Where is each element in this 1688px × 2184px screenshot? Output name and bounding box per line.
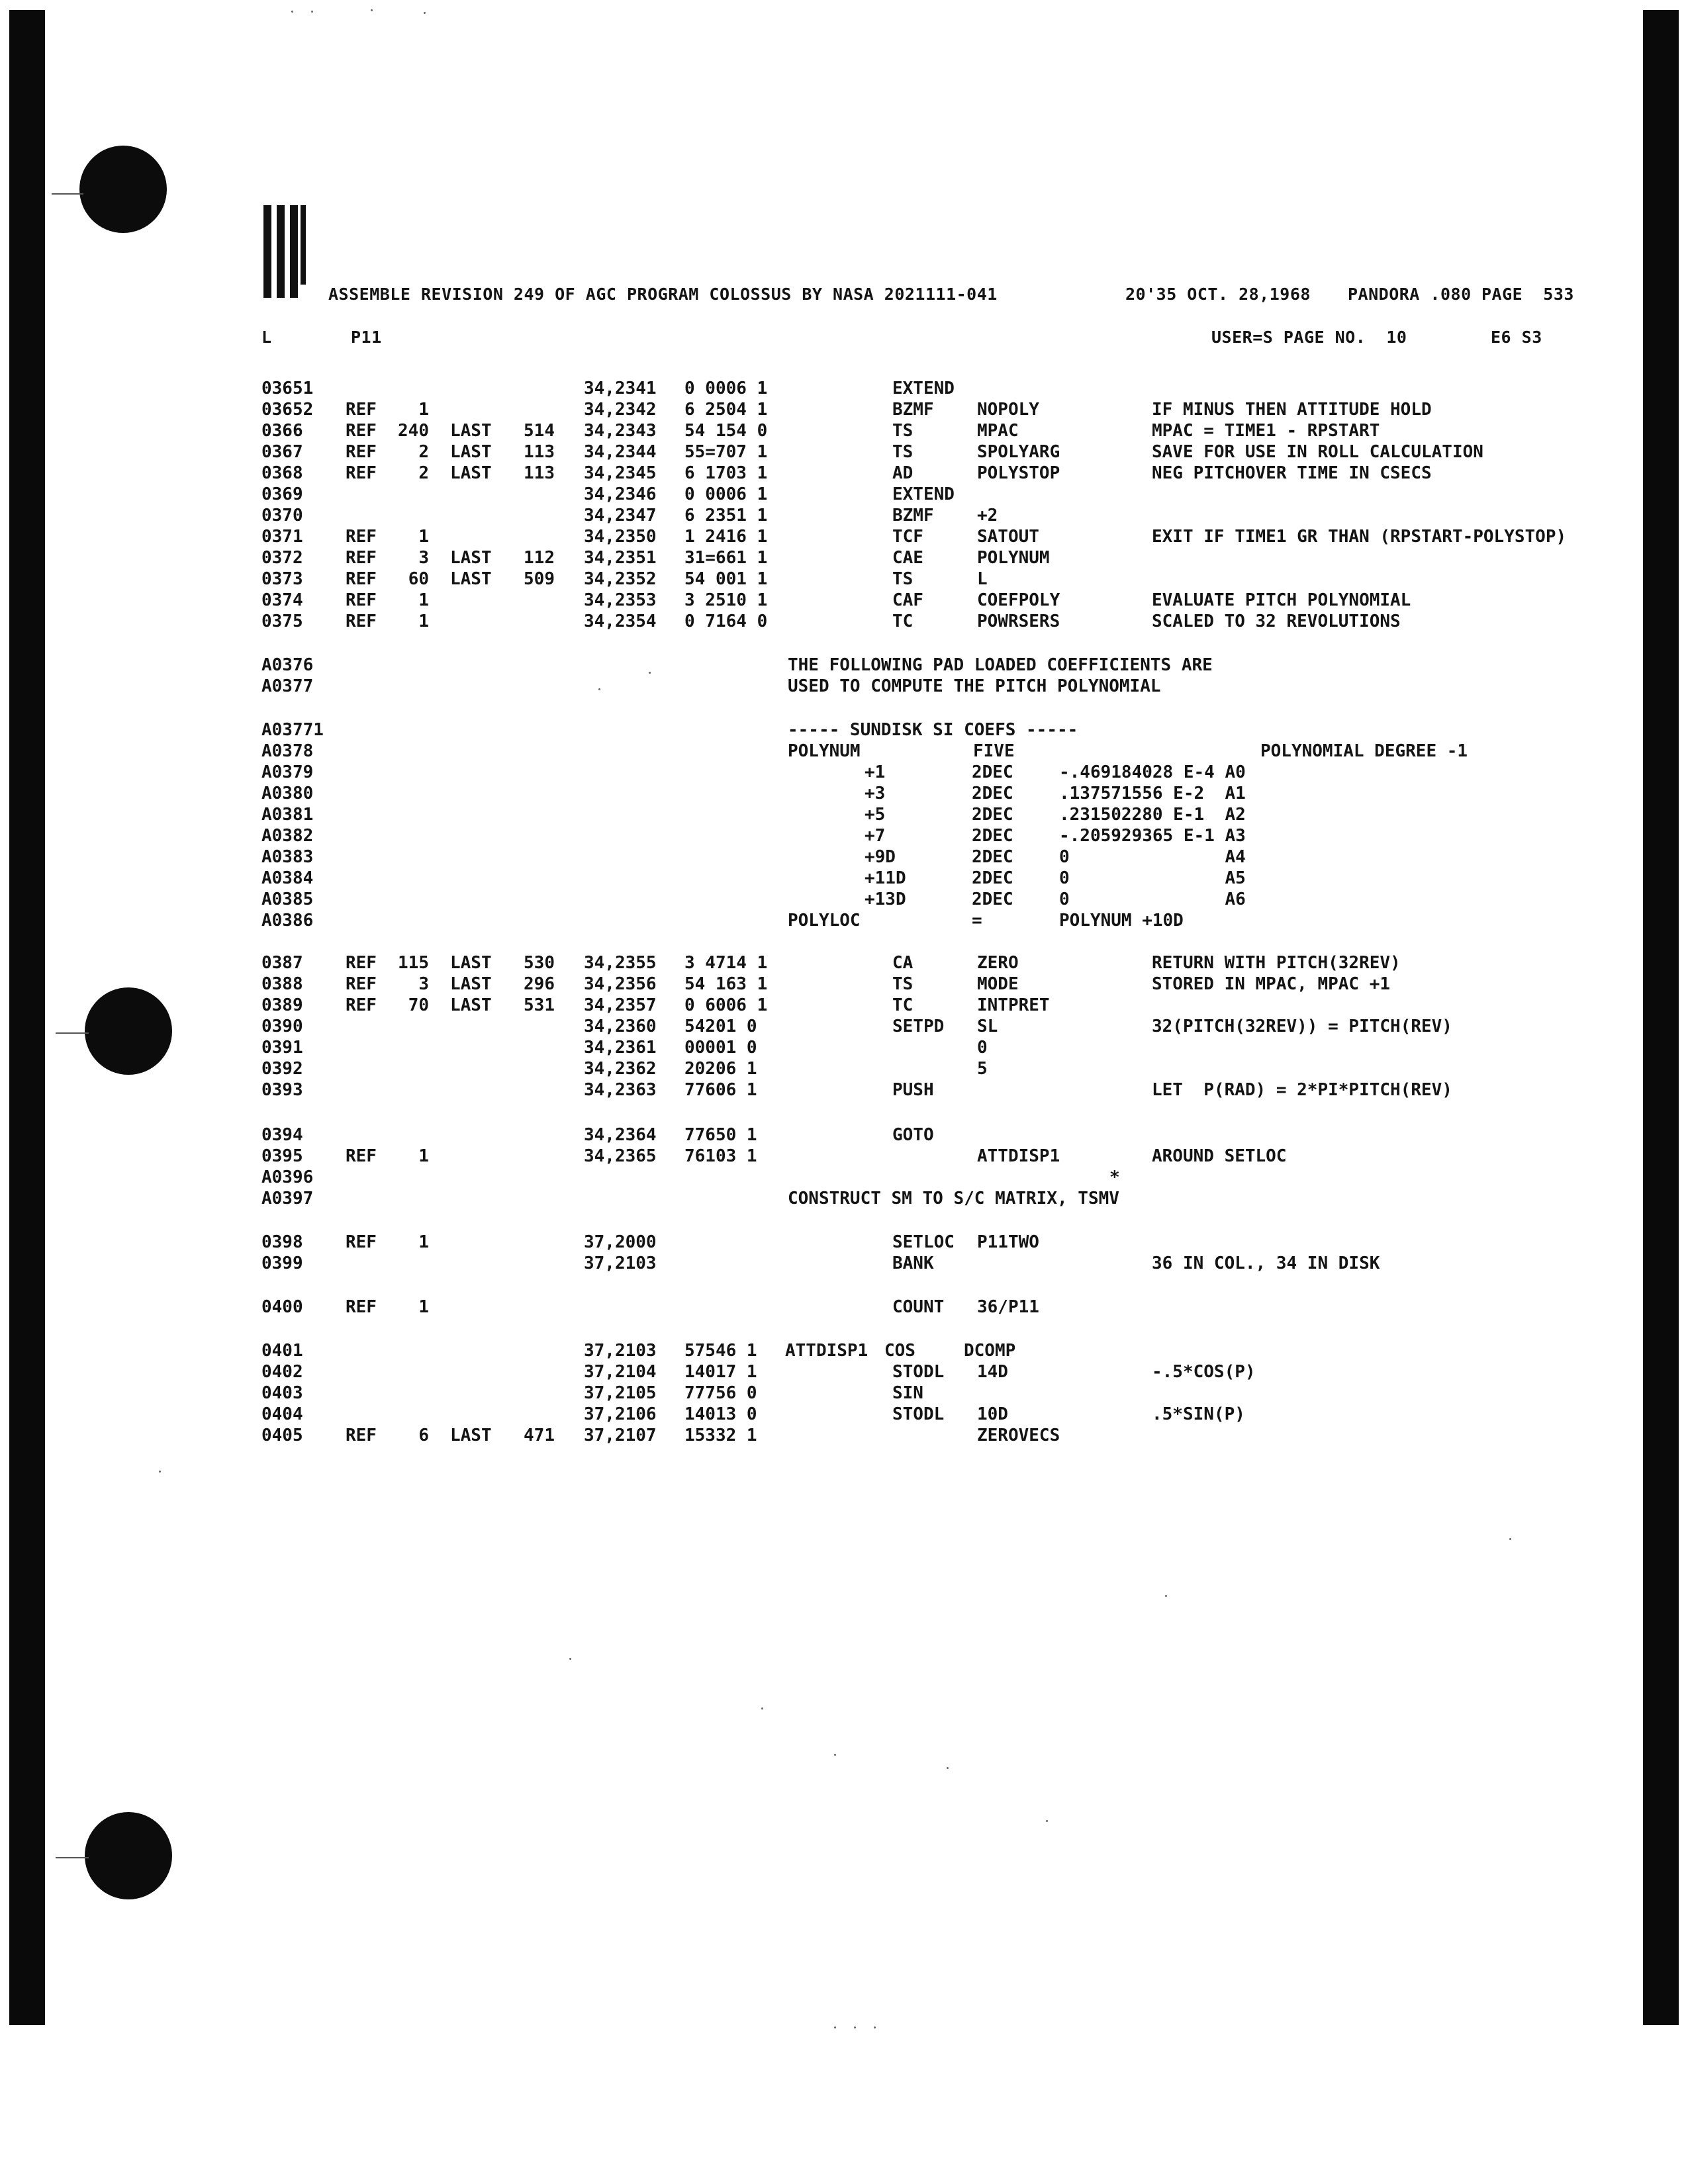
listing-label: ----- SUNDISK SI COEFS ----- (788, 720, 1078, 740)
listing-refn: 2 (418, 463, 429, 483)
punch-hole-top (79, 146, 167, 233)
listing-ref: REF (346, 1297, 377, 1317)
listing-ref: REF (346, 463, 377, 483)
listing-ref: REF (346, 569, 377, 589)
listing-operand: POLYNUM (977, 548, 1050, 568)
listing-addr: 34,2341 (584, 379, 657, 398)
listing-refn: 1 (418, 1146, 429, 1166)
listing-operand: ZEROVECS (977, 1426, 1060, 1445)
listing-num: 0400 (261, 1297, 303, 1317)
listing-addr: 37,2103 (584, 1253, 657, 1273)
listing-num: 0369 (261, 484, 303, 504)
listing-operand: SATOUT (977, 527, 1039, 547)
listing-refn: 3 (418, 548, 429, 568)
listing-operand: +2 (977, 506, 998, 525)
listing-addr: 34,2346 (584, 484, 657, 504)
listing-ref: REF (346, 995, 377, 1015)
listing-code: 31=661 1 (684, 548, 768, 568)
listing-comment: 0 A6 (1059, 889, 1246, 909)
listing-num: 0398 (261, 1232, 303, 1252)
listing-operand: 2DEC (972, 784, 1013, 803)
listing-comment: 32(PITCH(32REV)) = PITCH(REV) (1152, 1017, 1452, 1036)
listing-num: 0368 (261, 463, 303, 483)
listing-num: A0378 (261, 741, 314, 761)
listing-addr: 34,2351 (584, 548, 657, 568)
listing-operand: 2DEC (972, 868, 1013, 888)
listing-num: 03651 (261, 379, 314, 398)
listing-comment: * (1109, 1167, 1120, 1187)
listing-code: 3 4714 1 (684, 953, 768, 973)
listing-addr: 34,2356 (584, 974, 657, 994)
listing-op: EXTEND (892, 484, 955, 504)
listing-num: A0376 (261, 655, 314, 675)
listing-operand: FIVE (973, 741, 1015, 761)
listing-num: 0388 (261, 974, 303, 994)
listing-code: 14017 1 (684, 1362, 757, 1382)
listing-comment: .5*SIN(P) (1152, 1404, 1245, 1424)
listing-comment: RETURN WITH PITCH(32REV) (1152, 953, 1401, 973)
listing-refn: 1 (418, 400, 429, 420)
listing-op: COS (884, 1341, 915, 1361)
listing-addr: 34,2343 (584, 421, 657, 441)
listing-lastn: 296 (524, 974, 555, 994)
listing-comment: MPAC = TIME1 - RPSTART (1152, 421, 1380, 441)
listing-op: BZMF (892, 506, 934, 525)
listing-operand: 2DEC (972, 847, 1013, 867)
listing-lastn: 471 (524, 1426, 555, 1445)
listing-code: 0 0006 1 (684, 484, 768, 504)
listing-num: 0387 (261, 953, 303, 973)
listing-code: 6 2504 1 (684, 400, 768, 420)
listing-operand: POWRSERS (977, 612, 1060, 631)
listing-addr: 37,2103 (584, 1341, 657, 1361)
listing-operand: 0 (977, 1038, 988, 1058)
listing-code: 6 1703 1 (684, 463, 768, 483)
listing-refn: 240 (398, 421, 429, 441)
listing-op: EXTEND (892, 379, 955, 398)
listing-operand: 5 (977, 1059, 988, 1079)
listing-op: SIN (892, 1383, 923, 1403)
listing-num: A0386 (261, 911, 314, 931)
listing-num: 0404 (261, 1404, 303, 1424)
listing-comment: .137571556 E-2 A1 (1059, 784, 1246, 803)
listing-ref: REF (346, 953, 377, 973)
listing-code: 0 6006 1 (684, 995, 768, 1015)
listing-addr: 37,2107 (584, 1426, 657, 1445)
listing-refn: 115 (398, 953, 429, 973)
listing-label: POLYNUM (788, 741, 861, 761)
listing-num: A0396 (261, 1167, 314, 1187)
listing-addr: 37,2104 (584, 1362, 657, 1382)
listing-label: POLYLOC (788, 911, 861, 931)
listing-code: 00001 0 (684, 1038, 757, 1058)
listing-code: 20206 1 (684, 1059, 757, 1079)
listing-comment: -.469184028 E-4 A0 (1059, 762, 1246, 782)
listing-op: BZMF (892, 400, 934, 420)
listing-addr: 34,2361 (584, 1038, 657, 1058)
tape-marker-icon (263, 205, 307, 298)
listing-comment: .231502280 E-1 A2 (1059, 805, 1246, 825)
listing-refn: 1 (418, 527, 429, 547)
scan-edge-left (9, 10, 45, 2025)
listing-addr: 34,2355 (584, 953, 657, 973)
header-pandora: PANDORA .080 (1348, 285, 1472, 304)
listing-refn: 1 (418, 1232, 429, 1252)
listing-operand: COEFPOLY (977, 590, 1060, 610)
listing-code: 0 7164 0 (684, 612, 768, 631)
listing-op: +13D (865, 889, 906, 909)
listing-l-label: L (261, 328, 272, 347)
listing-code: 3 2510 1 (684, 590, 768, 610)
listing-op: +1 (865, 762, 886, 782)
listing-comment: 0 A5 (1059, 868, 1246, 888)
listing-ref: REF (346, 590, 377, 610)
listing-op: BANK (892, 1253, 934, 1273)
listing-addr: 34,2363 (584, 1080, 657, 1100)
listing-op: STODL (892, 1362, 945, 1382)
listing-addr: 34,2354 (584, 612, 657, 631)
listing-ref: REF (346, 1146, 377, 1166)
hole-mark-bottom (56, 1857, 89, 1858)
listing-num: A0397 (261, 1189, 314, 1208)
listing-op: CAE (892, 548, 923, 568)
listing-lastn: 514 (524, 421, 555, 441)
listing-op: GOTO (892, 1125, 934, 1145)
listing-last: LAST (450, 1426, 492, 1445)
listing-num: 0366 (261, 421, 303, 441)
listing-ref: REF (346, 548, 377, 568)
listing-operand: ATTDISP1 (977, 1146, 1060, 1166)
listing-op: +7 (865, 826, 886, 846)
listing-ref: REF (346, 442, 377, 462)
listing-num: A0383 (261, 847, 314, 867)
listing-num: A0380 (261, 784, 314, 803)
listing-lastn: 113 (524, 442, 555, 462)
scan-edge-right (1643, 10, 1679, 2025)
listing-code: 76103 1 (684, 1146, 757, 1166)
listing-comment: -.205929365 E-1 A3 (1059, 826, 1246, 846)
listing-op: SETLOC (892, 1232, 955, 1252)
punch-hole-middle (85, 987, 172, 1075)
hole-mark-top (52, 193, 83, 195)
listing-num: A0384 (261, 868, 314, 888)
listing-code: 0 0006 1 (684, 379, 768, 398)
listing-comment: POLYNOMIAL DEGREE -1 (1260, 741, 1468, 761)
listing-num: 0390 (261, 1017, 303, 1036)
listing-operand: POLYSTOP (977, 463, 1060, 483)
listing-op: COUNT (892, 1297, 945, 1317)
listing-num: 0394 (261, 1125, 303, 1145)
listing-operand: L (977, 569, 988, 589)
listing-addr: 37,2105 (584, 1383, 657, 1403)
listing-operand: NOPOLY (977, 400, 1039, 420)
listing-addr: 37,2106 (584, 1404, 657, 1424)
listing-addr: 37,2000 (584, 1232, 657, 1252)
listing-op: SETPD (892, 1017, 945, 1036)
listing-num: A03771 (261, 720, 324, 740)
listing-last: LAST (450, 421, 492, 441)
listing-refn: 2 (418, 442, 429, 462)
listing-num: 0393 (261, 1080, 303, 1100)
listing-num: A0377 (261, 676, 314, 696)
listing-num: 0401 (261, 1341, 303, 1361)
listing-comment: SAVE FOR USE IN ROLL CALCULATION (1152, 442, 1483, 462)
listing-operand: P11TWO (977, 1232, 1039, 1252)
listing-lastn: 531 (524, 995, 555, 1015)
listing-comment: -.5*COS(P) (1152, 1362, 1256, 1382)
listing-lastn: 112 (524, 548, 555, 568)
listing-num: 0372 (261, 548, 303, 568)
listing-lastn: 509 (524, 569, 555, 589)
listing-op: +3 (865, 784, 886, 803)
listing-refn: 6 (418, 1426, 429, 1445)
listing-operand: MPAC (977, 421, 1019, 441)
listing-num: 03652 (261, 400, 314, 420)
listing-op: TC (892, 995, 914, 1015)
listing-label: ATTDISP1 (785, 1341, 868, 1361)
listing-code: 54201 0 (684, 1017, 757, 1036)
listing-num: 0371 (261, 527, 303, 547)
listing-comment: AROUND SETLOC (1152, 1146, 1287, 1166)
listing-op: TS (892, 421, 914, 441)
listing-num: 0391 (261, 1038, 303, 1058)
user-page-number: USER=S PAGE NO. 10 (1211, 328, 1407, 347)
listing-num: 0367 (261, 442, 303, 462)
listing-code: 77606 1 (684, 1080, 757, 1100)
listing-comment: IF MINUS THEN ATTITUDE HOLD (1152, 400, 1432, 420)
listing-op: +9D (865, 847, 896, 867)
listing-num: 0389 (261, 995, 303, 1015)
listing-code: 55=707 1 (684, 442, 768, 462)
listing-code: 14013 0 (684, 1404, 757, 1424)
listing-num: 0402 (261, 1362, 303, 1382)
listing-num: 0392 (261, 1059, 303, 1079)
listing-label: THE FOLLOWING PAD LOADED COEFFICIENTS ARE (788, 655, 1213, 675)
listing-comment: LET P(RAD) = 2*PI*PITCH(REV) (1152, 1080, 1452, 1100)
listing-addr: 34,2342 (584, 400, 657, 420)
listing-num: 0375 (261, 612, 303, 631)
listing-last: LAST (450, 995, 492, 1015)
listing-code: 1 2416 1 (684, 527, 768, 547)
listing-lastn: 530 (524, 953, 555, 973)
listing-comment: EXIT IF TIME1 GR THAN (RPSTART-POLYSTOP) (1152, 527, 1567, 547)
listing-code: 15332 1 (684, 1426, 757, 1445)
listing-comment: NEG PITCHOVER TIME IN CSECS (1152, 463, 1432, 483)
listing-num: A0385 (261, 889, 314, 909)
listing-refn: 1 (418, 590, 429, 610)
listing-num: 0405 (261, 1426, 303, 1445)
listing-operand: INTPRET (977, 995, 1050, 1015)
listing-op: TS (892, 974, 914, 994)
listing-num: 0399 (261, 1253, 303, 1273)
listing-addr: 34,2365 (584, 1146, 657, 1166)
listing-op: CAF (892, 590, 923, 610)
listing-op: PUSH (892, 1080, 934, 1100)
listing-num: 0373 (261, 569, 303, 589)
listing-addr: 34,2347 (584, 506, 657, 525)
listing-last: LAST (450, 974, 492, 994)
listing-ref: REF (346, 1426, 377, 1445)
listing-operand: 2DEC (972, 762, 1013, 782)
listing-op: TCF (892, 527, 923, 547)
listing-operand: 36/P11 (977, 1297, 1039, 1317)
listing-operand: 10D (977, 1404, 1008, 1424)
listing-refn: 3 (418, 974, 429, 994)
listing-addr: 34,2357 (584, 995, 657, 1015)
listing-addr: 34,2362 (584, 1059, 657, 1079)
listing-num: 0395 (261, 1146, 303, 1166)
listing-refn: 1 (418, 612, 429, 631)
listing-ref: REF (346, 612, 377, 631)
listing-operand: ZERO (977, 953, 1019, 973)
listing-num: 0403 (261, 1383, 303, 1403)
listing-num: 0374 (261, 590, 303, 610)
listing-operand: 2DEC (972, 826, 1013, 846)
listing-addr: 34,2360 (584, 1017, 657, 1036)
listing-op: TS (892, 442, 914, 462)
listing-code: 77650 1 (684, 1125, 757, 1145)
listing-operand: 2DEC (972, 805, 1013, 825)
listing-code: 6 2351 1 (684, 506, 768, 525)
listing-comment: 0 A4 (1059, 847, 1246, 867)
listing-last: LAST (450, 442, 492, 462)
listing-ref: REF (346, 974, 377, 994)
log-section: P11 (351, 328, 382, 347)
listing-addr: 34,2364 (584, 1125, 657, 1145)
listing-addr: 34,2352 (584, 569, 657, 589)
listing-op: +11D (865, 868, 906, 888)
listing-num: A0379 (261, 762, 314, 782)
listing-code: 57546 1 (684, 1341, 757, 1361)
listing-addr: 34,2350 (584, 527, 657, 547)
listing-op: TS (892, 569, 914, 589)
listing-code: 77756 0 (684, 1383, 757, 1403)
listing-last: LAST (450, 548, 492, 568)
listing-refn: 60 (408, 569, 429, 589)
listing-comment: STORED IN MPAC, MPAC +1 (1152, 974, 1391, 994)
listing-op: +5 (865, 805, 886, 825)
listing-code: 54 163 1 (684, 974, 768, 994)
listing-operand: = (972, 911, 982, 931)
listing-num: 0370 (261, 506, 303, 525)
listing-op: TC (892, 612, 914, 631)
listing-label: USED TO COMPUTE THE PITCH POLYNOMIAL (788, 676, 1161, 696)
listing-operand: 14D (977, 1362, 1008, 1382)
listing-refn: 1 (418, 1297, 429, 1317)
listing-comment: POLYNUM +10D (1059, 911, 1184, 931)
header-datetime: 20'35 OCT. 28,1968 (1125, 285, 1311, 304)
listing-last: LAST (450, 569, 492, 589)
listing-refn: 70 (408, 995, 429, 1015)
listing-op: AD (892, 463, 914, 483)
punch-hole-bottom (85, 1812, 172, 1899)
listing-ref: REF (346, 421, 377, 441)
listing-ref: REF (346, 527, 377, 547)
listing-ref: REF (346, 1232, 377, 1252)
listing-op: CA (892, 953, 914, 973)
listing-operand: DCOMP (964, 1341, 1016, 1361)
listing-comment: SCALED TO 32 REVOLUTIONS (1152, 612, 1401, 631)
listing-last: LAST (450, 463, 492, 483)
listing-num: A0381 (261, 805, 314, 825)
listing-ref: REF (346, 400, 377, 420)
header-page: PAGE 533 (1481, 285, 1574, 304)
listing-operand: MODE (977, 974, 1019, 994)
listing-label: CONSTRUCT SM TO S/C MATRIX, TSMV (788, 1189, 1119, 1208)
listing-code: 54 001 1 (684, 569, 768, 589)
listing-comment: EVALUATE PITCH POLYNOMIAL (1152, 590, 1411, 610)
listing-operand: 2DEC (972, 889, 1013, 909)
listing-addr: 34,2345 (584, 463, 657, 483)
listing-comment: 36 IN COL., 34 IN DISK (1152, 1253, 1380, 1273)
assemble-header: ASSEMBLE REVISION 249 OF AGC PROGRAM COLOSSUS BY NASA 2021111-041 (328, 285, 998, 304)
listing-lastn: 113 (524, 463, 555, 483)
listing-last: LAST (450, 953, 492, 973)
listing-operand: SPOLYARG (977, 442, 1060, 462)
listing-operand: SL (977, 1017, 998, 1036)
listing-addr: 34,2344 (584, 442, 657, 462)
listing-code: 54 154 0 (684, 421, 768, 441)
hole-mark-middle (56, 1032, 89, 1034)
listing-op: STODL (892, 1404, 945, 1424)
header-e-s: E6 S3 (1491, 328, 1542, 347)
listing-addr: 34,2353 (584, 590, 657, 610)
listing-num: A0382 (261, 826, 314, 846)
